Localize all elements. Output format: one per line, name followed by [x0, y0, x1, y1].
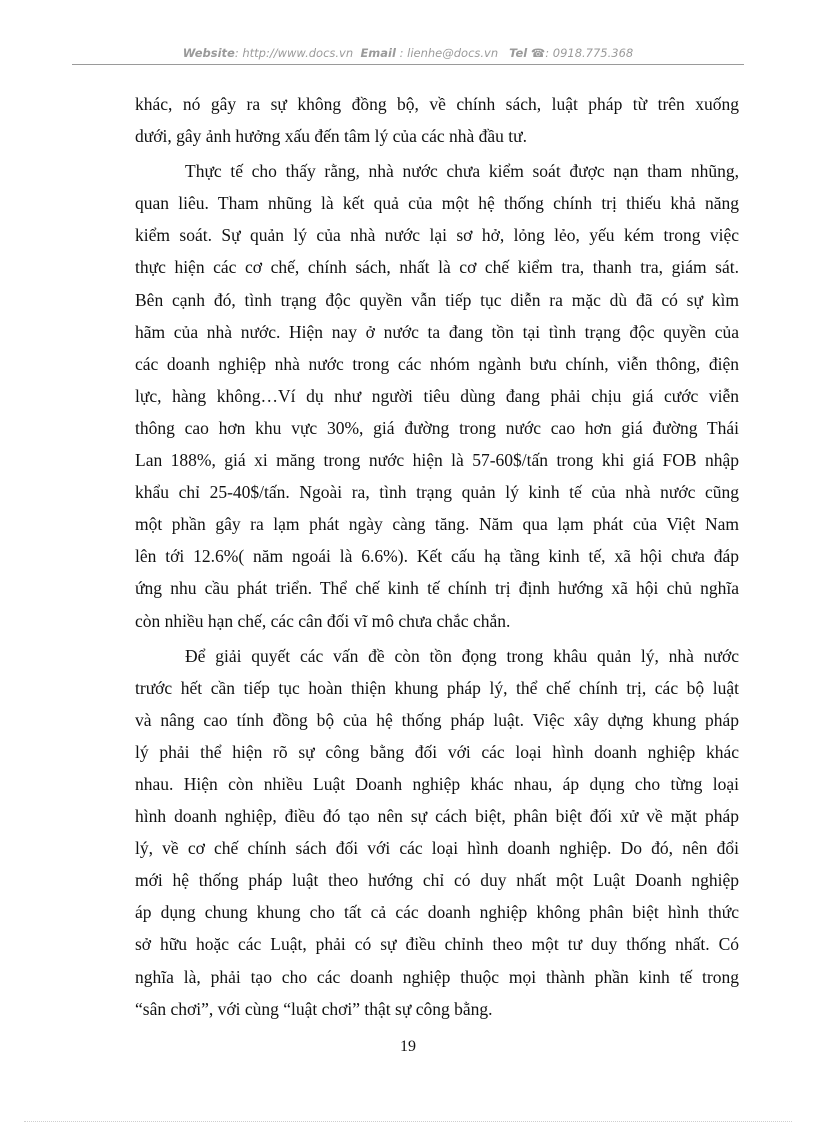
tel-label: Tel: [509, 46, 528, 60]
text-line: “sân chơi”, với cùng “luật chơi” thật sự công bằng.: [135, 998, 493, 1019]
document-body: [135, 88, 739, 1025]
text-line: sở hữu hoặc các Luật, phải có sự điều chỉnh theo một tư duy thống nhất. Có: [135, 934, 739, 955]
text-line: thông cao hơn khu vực 30%, giá đường trong nước cao hơn giá đường Thái: [135, 417, 739, 438]
text-line: Lan 188%, giá xi măng trong nước hiện là 57-60$/tấn trong khi giá FOB nhập: [135, 450, 739, 471]
text-line: nghĩa là, phải tạo cho các doanh nghiệp thuộc mọi thành phần kinh tế trong: [135, 966, 739, 987]
page-number: 19: [400, 1038, 416, 1055]
text-line: lý, về cơ chế chính sách đối với các loại hình doanh nghiệp. Do đó, nên đổi: [135, 838, 739, 859]
text-line: ứng nhu cầu phát triển. Thể chế kinh tế chính trị định hướng xã hội chủ nghĩa: [135, 578, 739, 599]
text-line: dưới, gây ảnh hưởng xấu đến tâm lý của các nhà đầu tư.: [135, 126, 527, 147]
text-line: lực, hàng không…Ví dụ như người tiêu dùng đang phải chịu giá cước viễn: [135, 385, 739, 406]
website-label: Website: [182, 46, 235, 60]
footer-divider: [24, 1121, 792, 1122]
email-label: Email: [360, 46, 396, 60]
website-value: : http://www.docs.vn: [234, 46, 354, 60]
paragraph-1: [135, 88, 739, 152]
text-line: nhau. Hiện còn nhiều Luật Doanh nghiệp khác nhau, áp dụng cho từng loại: [135, 773, 739, 794]
header-divider: [72, 64, 744, 65]
text-line: hãm của nhà nước. Hiện nay ở nước ta đang tồn tại tình trạng độc quyền của: [135, 321, 739, 342]
text-line: và nâng cao tính đồng bộ của hệ thống pháp luật. Việc xây dựng khung pháp: [135, 709, 739, 730]
page-header: [72, 46, 744, 60]
text-line: lên tới 12.6%( năm ngoái là 6.6%). Kết cấu hạ tầng kinh tế, xã hội chưa đáp: [135, 546, 739, 567]
text-line: kiểm soát. Sự quản lý của nhà nước lại sơ hở, lỏng lẻo, yếu kém trong việc: [135, 225, 739, 246]
text-line: mới hệ thống pháp luật theo hướng chỉ có duy nhất một Luật Doanh nghiệp: [135, 870, 739, 891]
text-line: quan liêu. Tham nhũng là kết quả của một hệ thống chính trị thiếu khả năng: [135, 193, 739, 214]
text-line: một phần gây ra lạm phát ngày càng tăng. Năm qua lạm phát của Việt Nam: [135, 514, 739, 535]
text-line: thực hiện các cơ chế, chính sách, nhất là cơ chế kiểm tra, thanh tra, giám sát.: [135, 257, 739, 278]
text-line: áp dụng chung khung cho tất cả các doanh nghiệp không phân biệt hình thức: [135, 902, 739, 923]
text-line: Để giải quyết các vấn đề còn tồn đọng trong khâu quản lý, nhà nước: [185, 645, 739, 666]
text-line: các doanh nghiệp nhà nước trong các nhóm ngành bưu chính, viễn thông, điện: [135, 353, 739, 374]
paragraph-2: [135, 155, 739, 636]
text-line: trước hết cần tiếp tục hoàn thiện khung pháp lý, thể chế chính trị, các bộ luật: [135, 677, 739, 698]
text-line: khác, nó gây ra sự không đồng bộ, về chính sách, luật pháp từ trên xuống: [135, 94, 739, 114]
text-line: còn nhiều hạn chế, các cân đối vĩ mô chưa chắc chắn.: [135, 610, 511, 631]
text-line: Bên cạnh đó, tình trạng độc quyền vẫn tiếp tục diễn ra mặc dù đã có sự kìm: [135, 289, 739, 310]
paragraph-3: [135, 640, 739, 1025]
text-line: hình doanh nghiệp, điều đó tạo nên sự cách biệt, phân biệt đối xử về mặt pháp: [135, 806, 739, 827]
text-line: khẩu chỉ 25-40$/tấn. Ngoài ra, tình trạng quản lý kinh tế của nhà nước cũng: [135, 482, 739, 503]
phone-icon: ☎: [530, 46, 546, 60]
text-line: Thực tế cho thấy rằng, nhà nước chưa kiểm soát được nạn tham nhũng,: [185, 161, 739, 182]
text-line: lý phải thể hiện rõ sự công bằng đối với các loại hình doanh nghiệp khác: [135, 741, 739, 762]
tel-value: : 0918.775.368: [545, 46, 634, 60]
email-value: : lienhe@docs.vn: [399, 46, 499, 60]
